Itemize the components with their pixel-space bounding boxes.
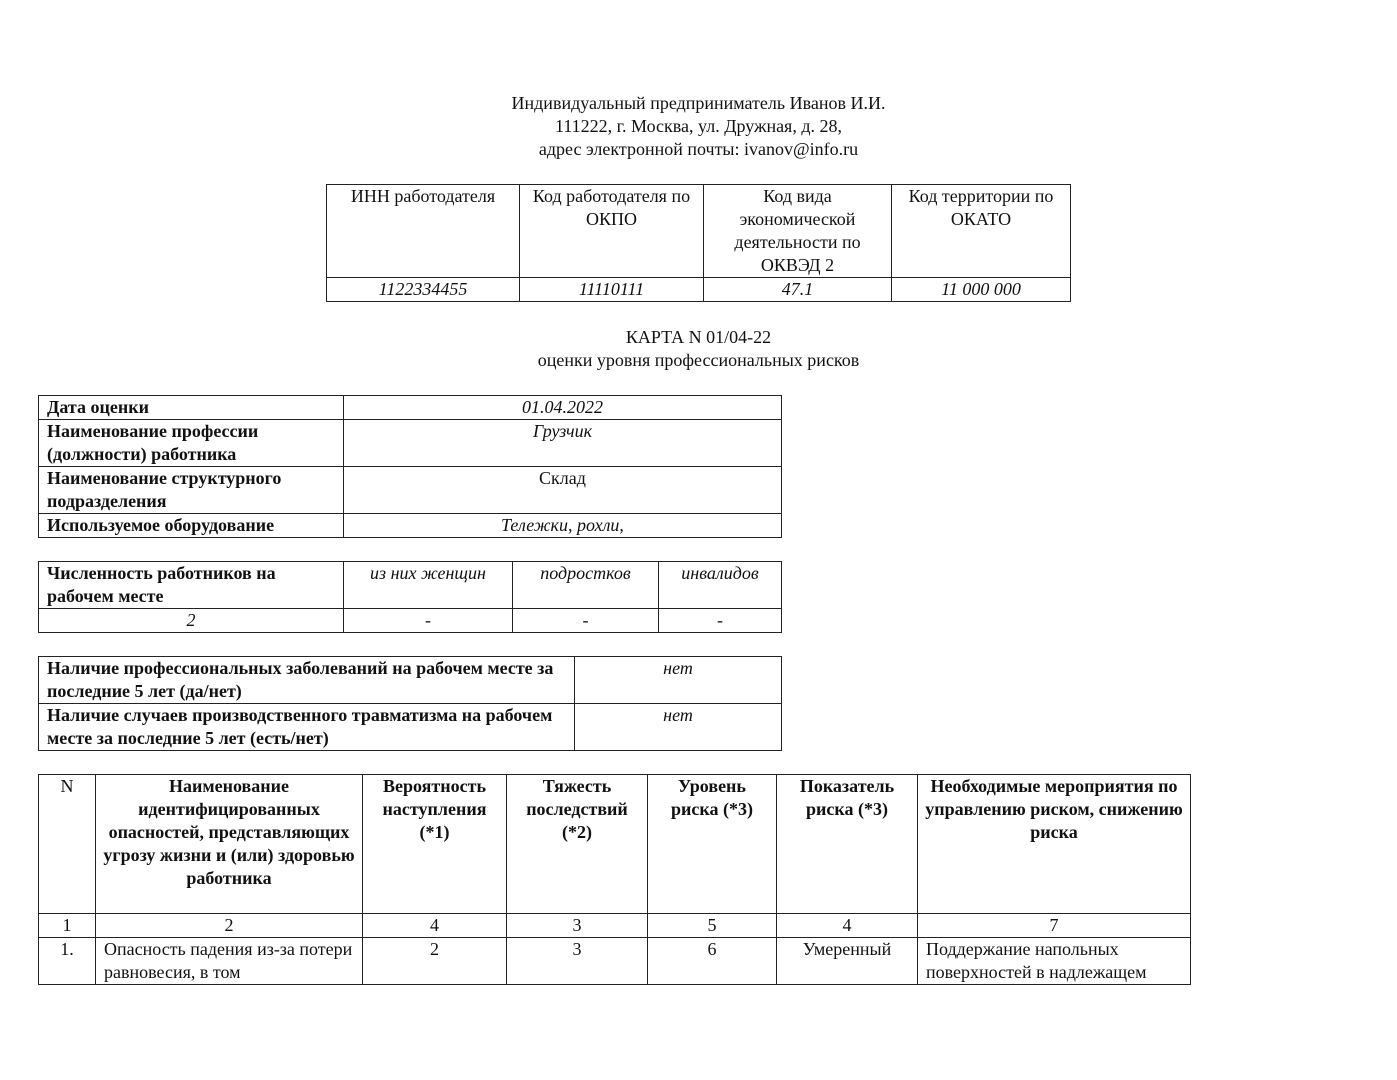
workers-value-total: 2 (39, 609, 344, 633)
risk-colnum-2: 2 (96, 914, 363, 938)
risk-row1-severity: 3 (507, 938, 648, 985)
risk-header-level: Уровень риска (*3) (648, 775, 777, 914)
codes-header-inn: ИНН работодателя (327, 185, 520, 278)
risk-row1-measures: Поддержание напольных поверхностей в надлежащем (918, 938, 1191, 985)
card-title-block (0, 326, 1397, 372)
risk-colnum-4: 3 (507, 914, 648, 938)
risk-colnum-3: 4 (363, 914, 507, 938)
info-value-department: Склад (344, 467, 782, 514)
employer-name: Индивидуальный предприниматель Иванов И.И. (511, 93, 886, 113)
info-label-date: Дата оценки (39, 396, 344, 420)
codes-value-okato: 11 000 000 (892, 278, 1071, 302)
risk-row1-hazard: Опасность падения из-за потери равновесия, в том (96, 938, 363, 985)
workers-header-total: Численность работников на рабочем месте (39, 562, 344, 609)
workers-value-teens: - (513, 609, 659, 633)
risk-colnum-5: 5 (648, 914, 777, 938)
workers-header-teens: подростков (513, 562, 659, 609)
risk-header-severity: Тяжесть последствий (*2) (507, 775, 648, 914)
risk-header-hazard: Наименование идентифицированных опасностей, представляющих угрозу жизни и (или) здоровью работника (96, 775, 363, 914)
risk-assessment-table (38, 774, 1191, 985)
history-table (38, 656, 782, 751)
history-label-diseases: Наличие профессиональных заболеваний на рабочем месте за последние 5 лет (да/нет) (39, 657, 575, 704)
history-value-diseases: нет (575, 657, 782, 704)
codes-header-okato: Код территории по ОКАТО (892, 185, 1071, 278)
risk-header-n: N (39, 775, 96, 914)
codes-value-okved: 47.1 (704, 278, 892, 302)
workers-header-women: из них женщин (344, 562, 513, 609)
risk-colnum-1: 1 (39, 914, 96, 938)
workers-header-disabled: инвалидов (659, 562, 782, 609)
workers-count-table (38, 561, 782, 633)
risk-row1-n: 1. (39, 938, 96, 985)
risk-row1-indicator: Умеренный (777, 938, 918, 985)
risk-colnum-6: 4 (777, 914, 918, 938)
history-label-injuries: Наличие случаев производственного травматизма на рабочем месте за последние 5 лет (есть/нет) (39, 704, 575, 751)
risk-header-probability: Вероятность наступления (*1) (363, 775, 507, 914)
info-label-profession: Наименование профессии (должности) работника (39, 420, 344, 467)
employer-address: 111222, г. Москва, ул. Дружная, д. 28, (555, 116, 842, 136)
codes-header-okved: Код вида экономической деятельности по ОКВЭД 2 (704, 185, 892, 278)
info-value-equipment: Тележки, рохли, (344, 514, 782, 538)
workplace-info-table (38, 395, 782, 538)
card-subtitle: оценки уровня профессиональных рисков (537, 350, 860, 370)
codes-value-inn: 1122334455 (327, 278, 520, 302)
card-title: КАРТА N 01/04-22 (625, 327, 772, 347)
risk-row1-level: 6 (648, 938, 777, 985)
employer-codes-table (326, 184, 1071, 302)
risk-header-measures: Необходимые мероприятия по управлению риском, снижению риска (918, 775, 1191, 914)
codes-header-okpo: Код работодателя по ОКПО (520, 185, 704, 278)
risk-row1-probability: 2 (363, 938, 507, 985)
history-value-injuries: нет (575, 704, 782, 751)
info-value-date: 01.04.2022 (344, 396, 782, 420)
risk-colnum-7: 7 (918, 914, 1191, 938)
employer-header (0, 92, 1397, 161)
workers-value-women: - (344, 609, 513, 633)
employer-email: адрес электронной почты: ivanov@info.ru (538, 139, 859, 159)
risk-header-indicator: Показатель риска (*3) (777, 775, 918, 914)
info-value-profession: Грузчик (344, 420, 782, 467)
info-label-equipment: Используемое оборудование (39, 514, 344, 538)
workers-value-disabled: - (659, 609, 782, 633)
info-label-department: Наименование структурного подразделения (39, 467, 344, 514)
codes-value-okpo: 11110111 (520, 278, 704, 302)
